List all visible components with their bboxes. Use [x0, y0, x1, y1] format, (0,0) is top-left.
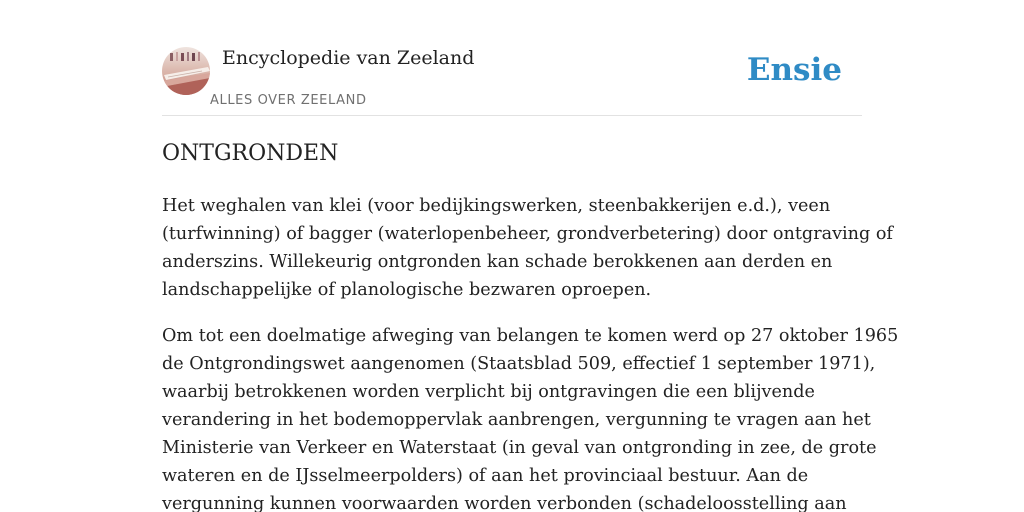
site-title[interactable]: Encyclopedie van Zeeland: [222, 47, 475, 69]
text-line: de Ontgrondingswet aangenomen (Staatsblad 509, effectief 1 september 1971),: [162, 354, 876, 374]
article-paragraph: [162, 322, 899, 512]
text-line: (turfwinning) of bagger (waterlopenbeheer, grondverbetering) door ontgraving of: [162, 224, 893, 244]
ensie-logo-link[interactable]: Ensie: [746, 52, 842, 88]
text-line: landschappelijke of planologische bezwaren oproepen.: [162, 280, 652, 300]
site-avatar[interactable]: [162, 47, 210, 95]
text-line: wateren en de IJsselmeerpolders) of aan het provinciaal bestuur. Aan de: [162, 466, 809, 486]
page-title: ONTGRONDEN: [162, 141, 339, 166]
text-line: waarbij betrokkenen worden verplicht bij ontgravingen die een blijvende: [162, 382, 815, 402]
books-image-icon: [162, 47, 210, 95]
text-line: Het weghalen van klei (voor bedijkingswerken, steenbakkerijen e.d.), veen: [162, 196, 831, 216]
text-line: vergunning kunnen voorwaarden worden verbonden (schadeloosstelling aan: [162, 494, 847, 512]
site-subtitle: ALLES OVER ZEELAND: [210, 93, 367, 108]
text-line: verandering in het bodemoppervlak aanbrengen, vergunning te vragen aan het: [162, 410, 871, 430]
article-body: [162, 192, 899, 512]
text-line: Om tot een doelmatige afweging van belangen te komen werd op 27 oktober 1965: [162, 326, 899, 346]
article-paragraph: [162, 192, 893, 304]
content-container: [162, 0, 899, 512]
text-line: Ministerie van Verkeer en Waterstaat (in geval van ontgronding in zee, de grote: [162, 438, 877, 458]
text-line: anderszins. Willekeurig ontgronden kan schade berokkenen aan derden en: [162, 252, 833, 272]
site-header: [162, 0, 862, 116]
